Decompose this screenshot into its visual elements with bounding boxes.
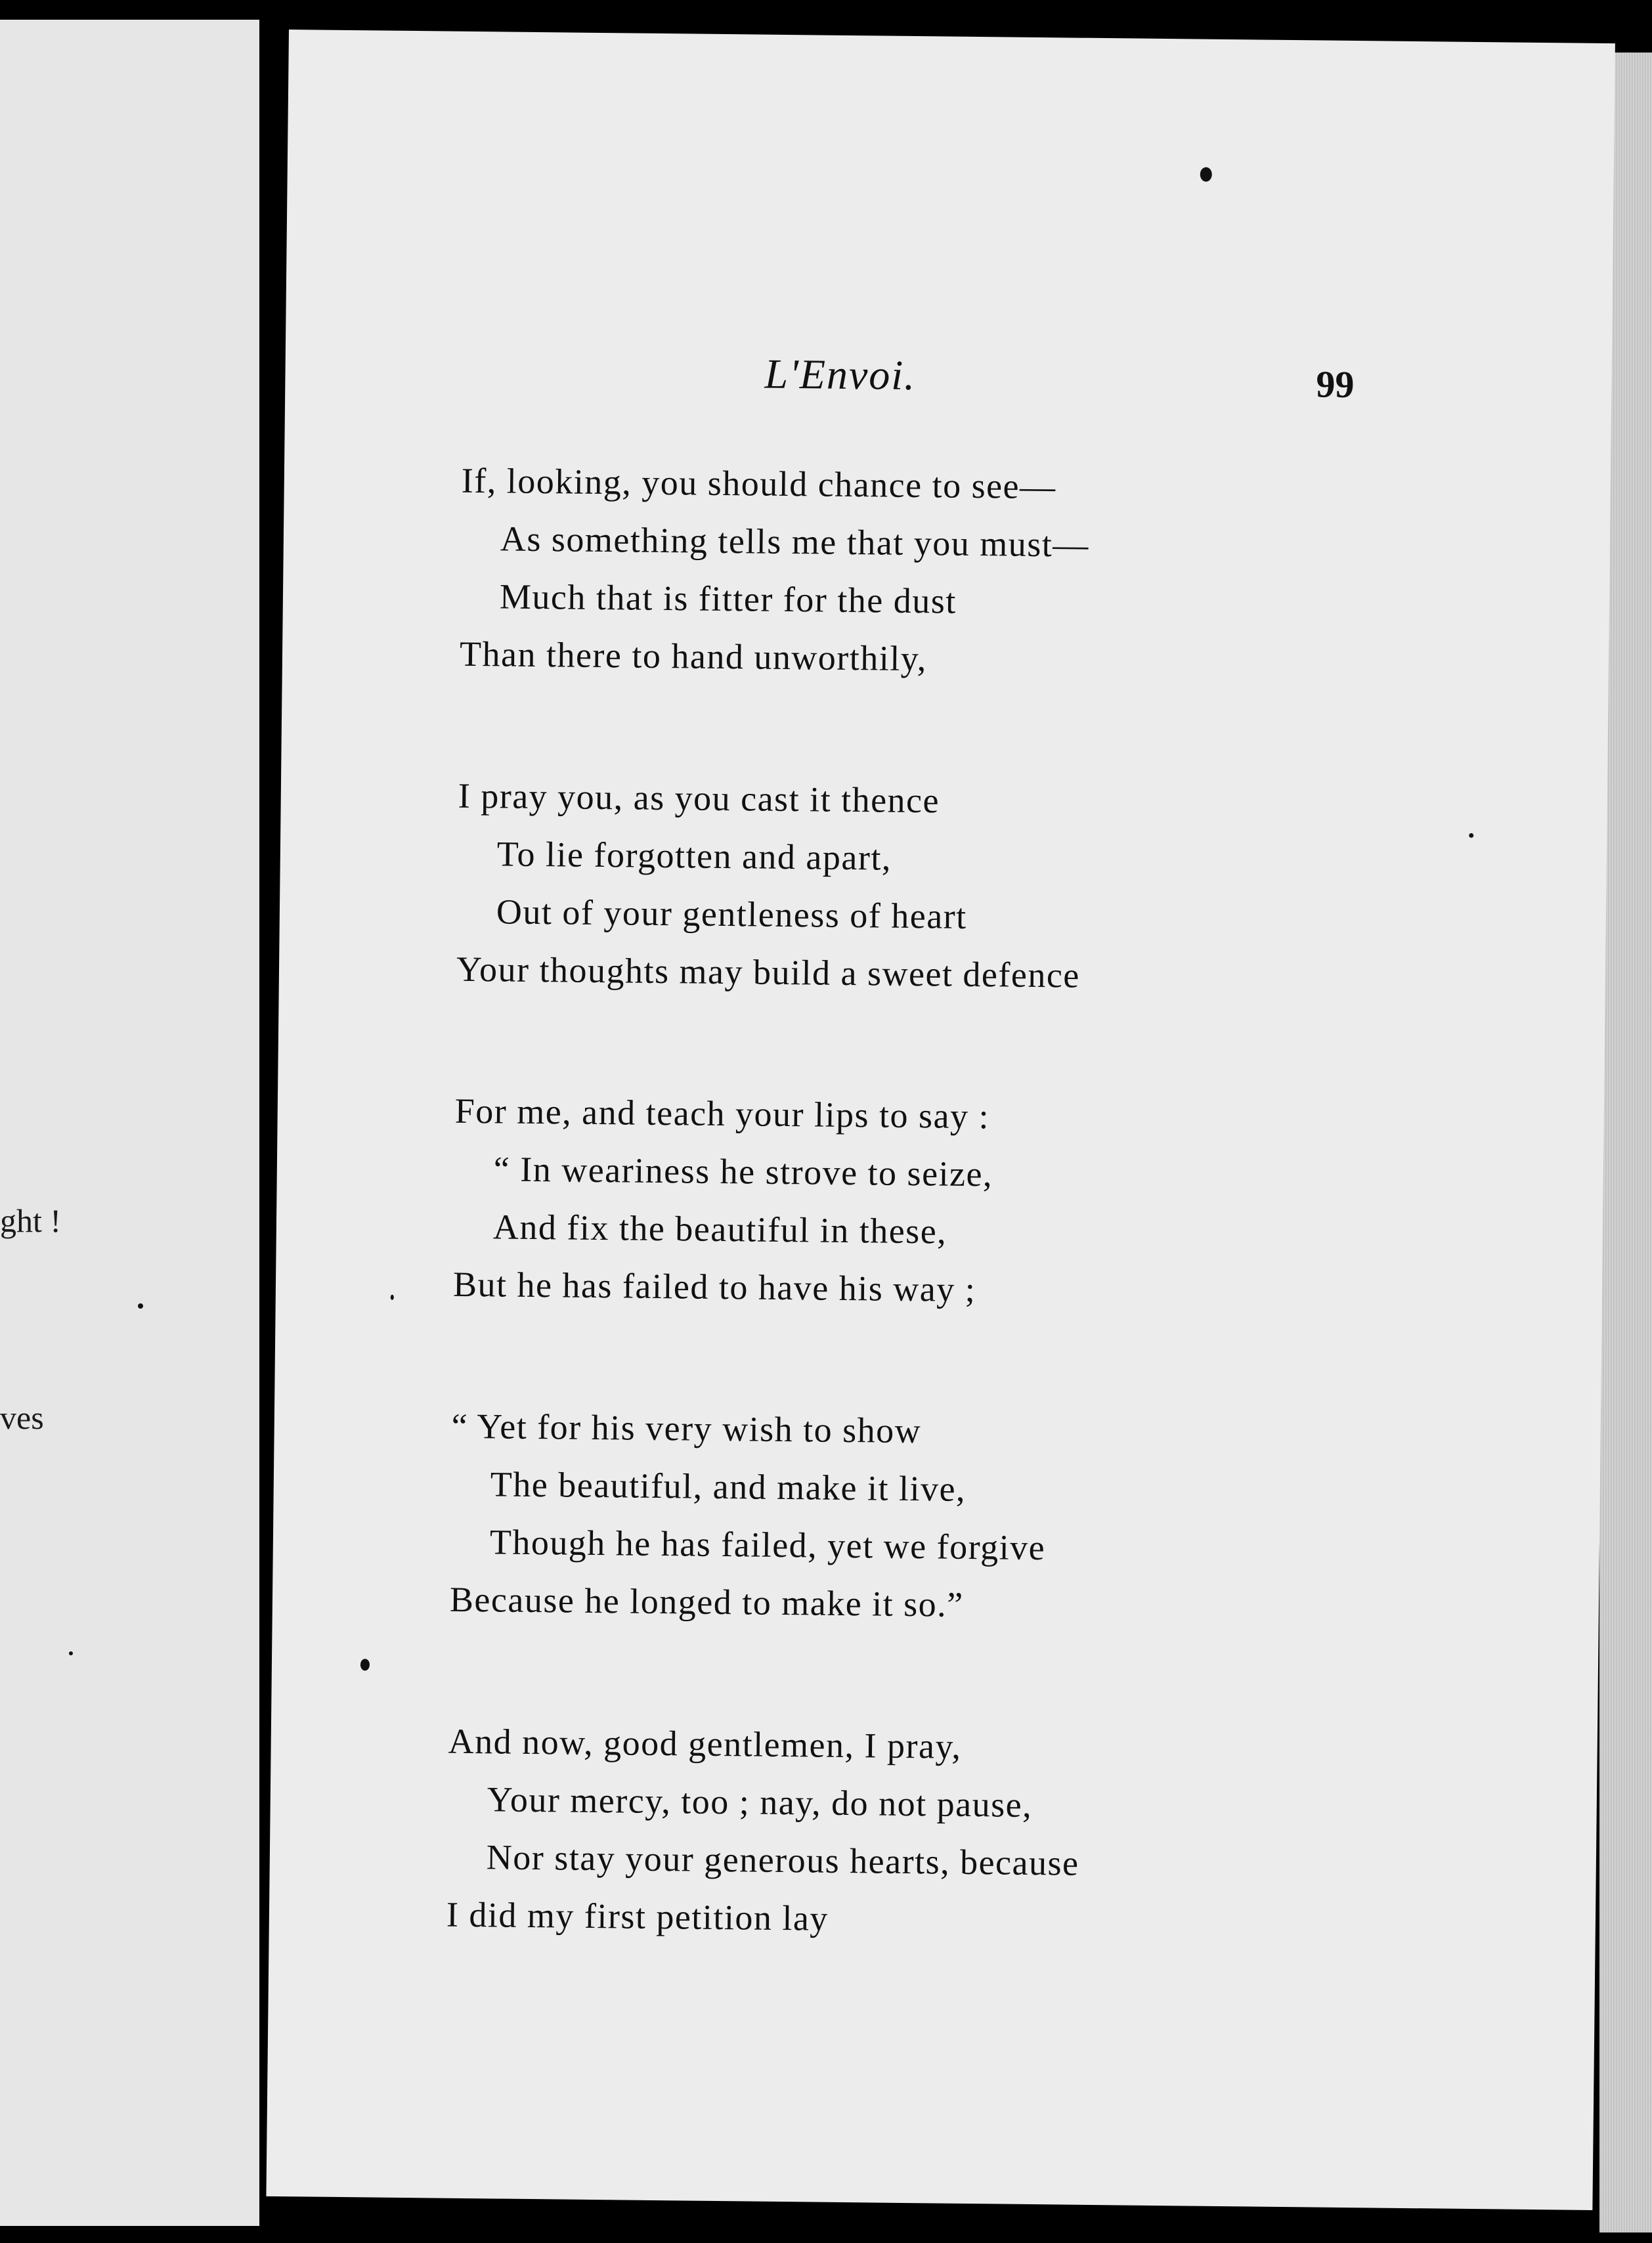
poem-line: To lie forgotten and apart, [496, 834, 892, 878]
book-page [266, 30, 1615, 2210]
left-page [0, 20, 259, 2226]
ink-speck [69, 1651, 73, 1655]
stanza [453, 1082, 1441, 1324]
ink-speck [360, 1659, 370, 1670]
stanza [446, 1712, 1433, 1954]
poem-line: Much that is fitter for the dust [499, 577, 957, 621]
poem-line: Than there to hand unworthily, [459, 634, 928, 679]
poem-line: And now, good gentlemen, I pray, [448, 1721, 962, 1766]
stanza [450, 1397, 1437, 1639]
poem-line: But he has failed to have his way ; [452, 1264, 976, 1310]
left-page-fragment: ght ! [0, 1202, 62, 1239]
ink-speck [138, 1303, 143, 1309]
left-page-fragment: ves [0, 1399, 44, 1436]
poem-line: The beautiful, and make it live, [490, 1464, 967, 1509]
poem-line: Because he longed to make it so.” [449, 1579, 965, 1624]
poem-line: If, looking, you should chance to see— [461, 460, 1056, 507]
poem-line: And fix the beautiful in these, [492, 1207, 947, 1252]
poem-line: “ In weariness he strove to seize, [493, 1149, 993, 1194]
poem-line: I pray you, as you cast it thence [458, 775, 940, 821]
running-title: L'Envoi. [764, 350, 917, 399]
poem-line: Out of your gentleness of heart [496, 892, 968, 936]
poem-line: Nor stay your generous hearts, because [486, 1837, 1079, 1883]
poem-line: For me, and teach your lips to say : [454, 1091, 990, 1137]
poem-line: As something tells me that you must— [500, 519, 1090, 565]
ink-speck [391, 1295, 394, 1300]
poem-line: Though he has failed, yet we forgive [489, 1522, 1046, 1568]
ink-speck [1469, 833, 1473, 838]
ink-speck [1200, 167, 1212, 182]
poem-line: “ Yet for his very wish to show [451, 1406, 922, 1451]
stanza [460, 452, 1447, 693]
page-number: 99 [1316, 362, 1355, 406]
poem-line: Your mercy, too ; nay, do not pause, [487, 1779, 1033, 1825]
poem-line: Your thoughts may build a sweet defence [456, 949, 1081, 995]
stanza [456, 767, 1444, 1009]
poem-line: I did my first petition lay [446, 1894, 829, 1938]
poem [445, 452, 1446, 2038]
